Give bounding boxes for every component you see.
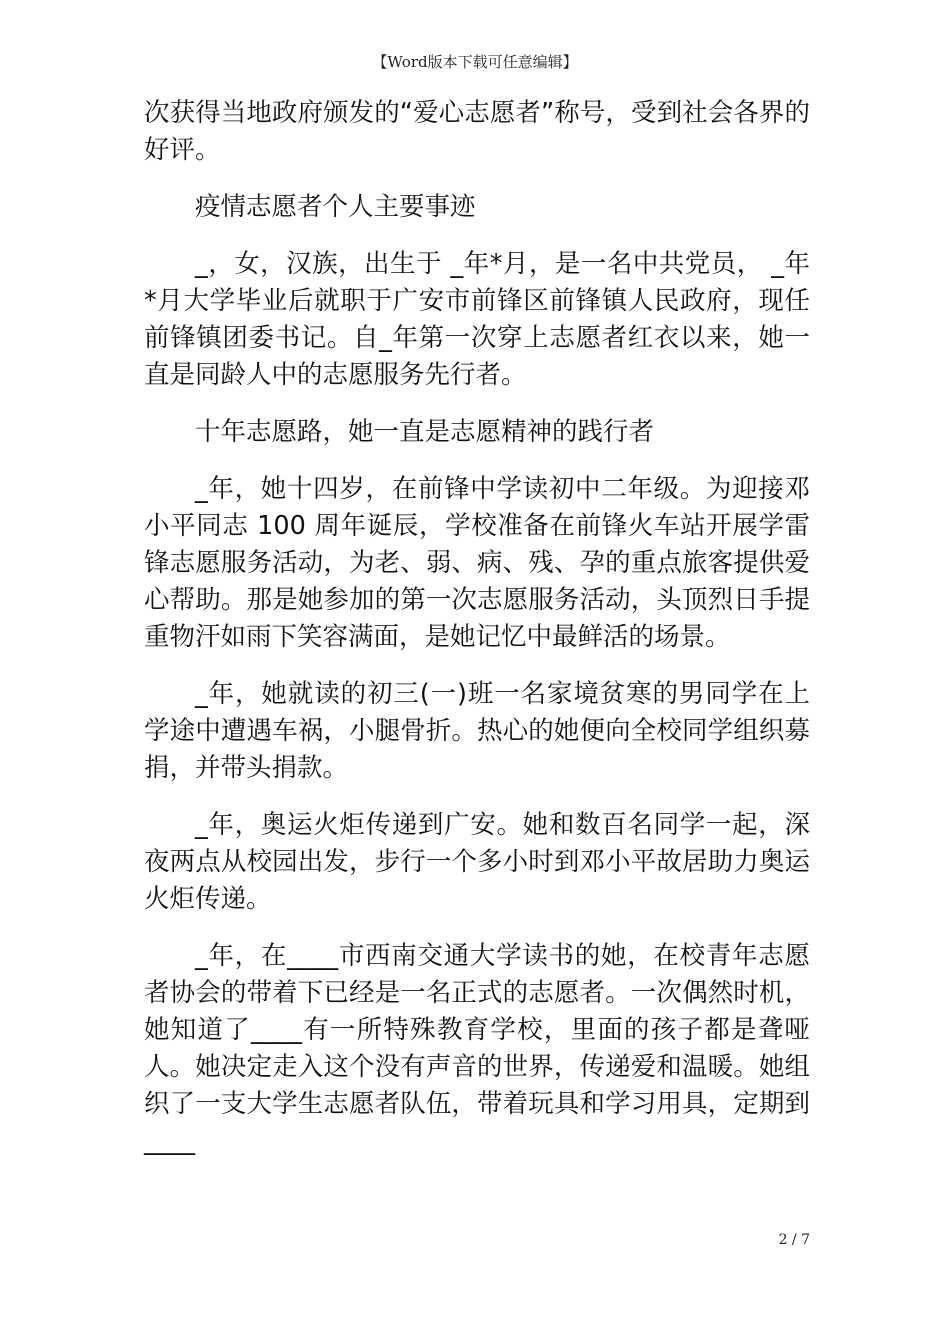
page-header: 【Word版本下载可任意编辑】 — [372, 53, 578, 71]
section-heading: 十年志愿路，她一直是志愿精神的践行者 — [195, 417, 655, 447]
paragraph: _年，奥运火炬传递到广安。她和数百名同学一起，深夜两点从校园出发，步行一个多小时到邓小平故居助力奥运火炬传递。 — [144, 810, 810, 914]
paragraph: 次获得当地政府颁发的“爱心志愿者”称号，受到社会各界的好评。 — [144, 98, 810, 165]
document-body — [144, 95, 810, 1180]
section-heading: 疫情志愿者个人主要事迹 — [195, 192, 476, 222]
paragraph: _，女，汉族，出生于 _年*月，是一名中共党员， _年*月大学毕业后就职于广安市前锋区前锋镇人民政府，现任前锋镇团委书记。自_年第一次穿上志愿者红衣以来，她一直是同龄人中的志愿服务先行者。 — [144, 249, 810, 390]
paragraph: _年，她就读的初三(一)班一名家境贫寒的男同学在上学途中遭遇车祸，小腿骨折。热心的她便向全校同学组织募捐，并带头捐款。 — [144, 679, 810, 783]
paragraph: _年，在____市西南交通大学读书的她，在校青年志愿者协会的带着下已经是一名正式的志愿者。一次偶然时机，她知道了____有一所特殊教育学校，里面的孩子都是聋哑人。她决定走入这个没有声音的世界，传递爱和温暖。她组织了一支大学生志愿者队伍，带着玩具和学习用具，定期到 ____ — [144, 941, 810, 1156]
paragraph: _年，她十四岁，在前锋中学读初中二年级。为迎接邓小平同志 100 周年诞辰，学校准备在前锋火车站开展学雷锋志愿服务活动，为老、弱、病、残、孕的重点旅客提供爱心帮助。那是她参加的第一次志愿服务活动，头顶烈日手提重物汗如雨下笑容满面，是她记忆中最鲜活的场景。 — [144, 474, 810, 652]
page-number: 2 / 7 — [778, 1232, 810, 1248]
